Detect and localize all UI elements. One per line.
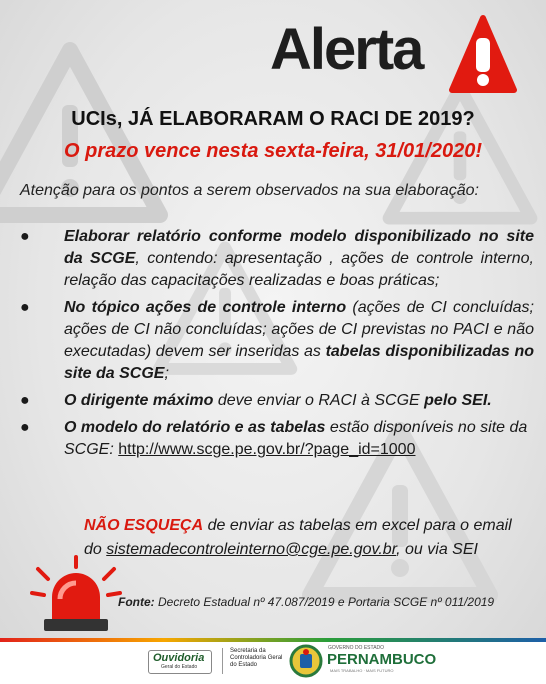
list-item bbox=[14, 226, 534, 292]
ouvidoria-text: Ouvidoria bbox=[153, 652, 205, 664]
item-bold-text: No tópico ações de controle interno bbox=[64, 299, 347, 316]
item-bold-text: O modelo do relatório e as tabelas bbox=[64, 419, 326, 436]
list-item bbox=[14, 390, 534, 412]
item-text: deve enviar o RACI à SCGE bbox=[213, 392, 425, 409]
source-text: Decreto Estadual nº 47.087/2019 e Portaria SCGE nº 011/2019 bbox=[154, 595, 495, 609]
checklist bbox=[14, 226, 534, 466]
scge-logo-text: Secretaria da Controladoria Geral do Estado bbox=[230, 648, 283, 668]
divider bbox=[222, 648, 223, 674]
item-text: ; bbox=[164, 365, 169, 382]
alert-triangle-icon bbox=[448, 12, 518, 96]
scge-site-link[interactable]: http://www.scge.pe.gov.br/?page_id=1000 bbox=[118, 441, 416, 458]
reminder-text: , ou via SEI bbox=[396, 541, 478, 558]
item-bold-text: pelo SEI. bbox=[424, 392, 492, 409]
deadline-subtitle: O prazo vence nesta sexta-feira, 31/01/2020! bbox=[63, 140, 482, 162]
reminder-note bbox=[84, 514, 524, 562]
bullet-icon: ● bbox=[20, 392, 30, 409]
item-text: (ações de CI concluídas; ações de CI não concluídas; ações de CI previstas no PACI e não executadas) devem ser inseridas as bbox=[64, 299, 534, 360]
siren-icon bbox=[30, 555, 122, 635]
list-item bbox=[14, 417, 534, 461]
source-label: Fonte: bbox=[118, 595, 155, 609]
reminder-text: de enviar as tabelas em excel para o email do bbox=[84, 517, 512, 558]
pe-top-text: GOVERNO DO ESTADO bbox=[328, 645, 385, 651]
email-link[interactable]: sistemadecontroleinterno@cge.pe.gov.br bbox=[106, 541, 397, 558]
pe-tagline: MAIS TRABALHO · MAIS FUTURO bbox=[330, 668, 394, 673]
color-stripe bbox=[0, 638, 546, 642]
intro-text: Atenção para os pontos a serem observados na sua elaboração: bbox=[20, 182, 479, 199]
list-item bbox=[14, 297, 534, 385]
bullet-icon: ● bbox=[20, 299, 30, 316]
bullet-icon: ● bbox=[20, 419, 30, 436]
ouvidoria-subtext: Geral do Estado bbox=[161, 664, 198, 670]
source-citation bbox=[118, 595, 494, 609]
page-title: UCIs, JÁ ELABORARAM O RACI DE 2019? bbox=[71, 108, 475, 130]
coat-of-arms-icon bbox=[288, 644, 324, 678]
pernambuco-logo-text: PERNAMBUCO bbox=[327, 651, 437, 668]
alerta-logo bbox=[270, 12, 518, 98]
item-bold-text: Elaborar relatório conforme modelo disponibilizado no site da SCGE bbox=[64, 228, 534, 267]
alerta-logo-text: Alerta bbox=[270, 17, 423, 82]
item-text: , contendo: apresentação , ações de controle interno, relação das capacitações realizadas e boas práticas; bbox=[64, 250, 534, 289]
item-bold-text: O dirigente máximo bbox=[64, 392, 214, 409]
watermark-warning-icon bbox=[0, 40, 170, 230]
item-text: estão disponíveis no site da SCGE: bbox=[64, 419, 528, 458]
ouvidoria-logo bbox=[148, 650, 212, 674]
bullet-icon: ● bbox=[20, 228, 30, 245]
item-bold-text: tabelas disponibilizadas no site da SCGE bbox=[64, 343, 534, 382]
reminder-highlight: NÃO ESQUEÇA bbox=[84, 517, 204, 534]
footer-logos bbox=[0, 638, 546, 684]
